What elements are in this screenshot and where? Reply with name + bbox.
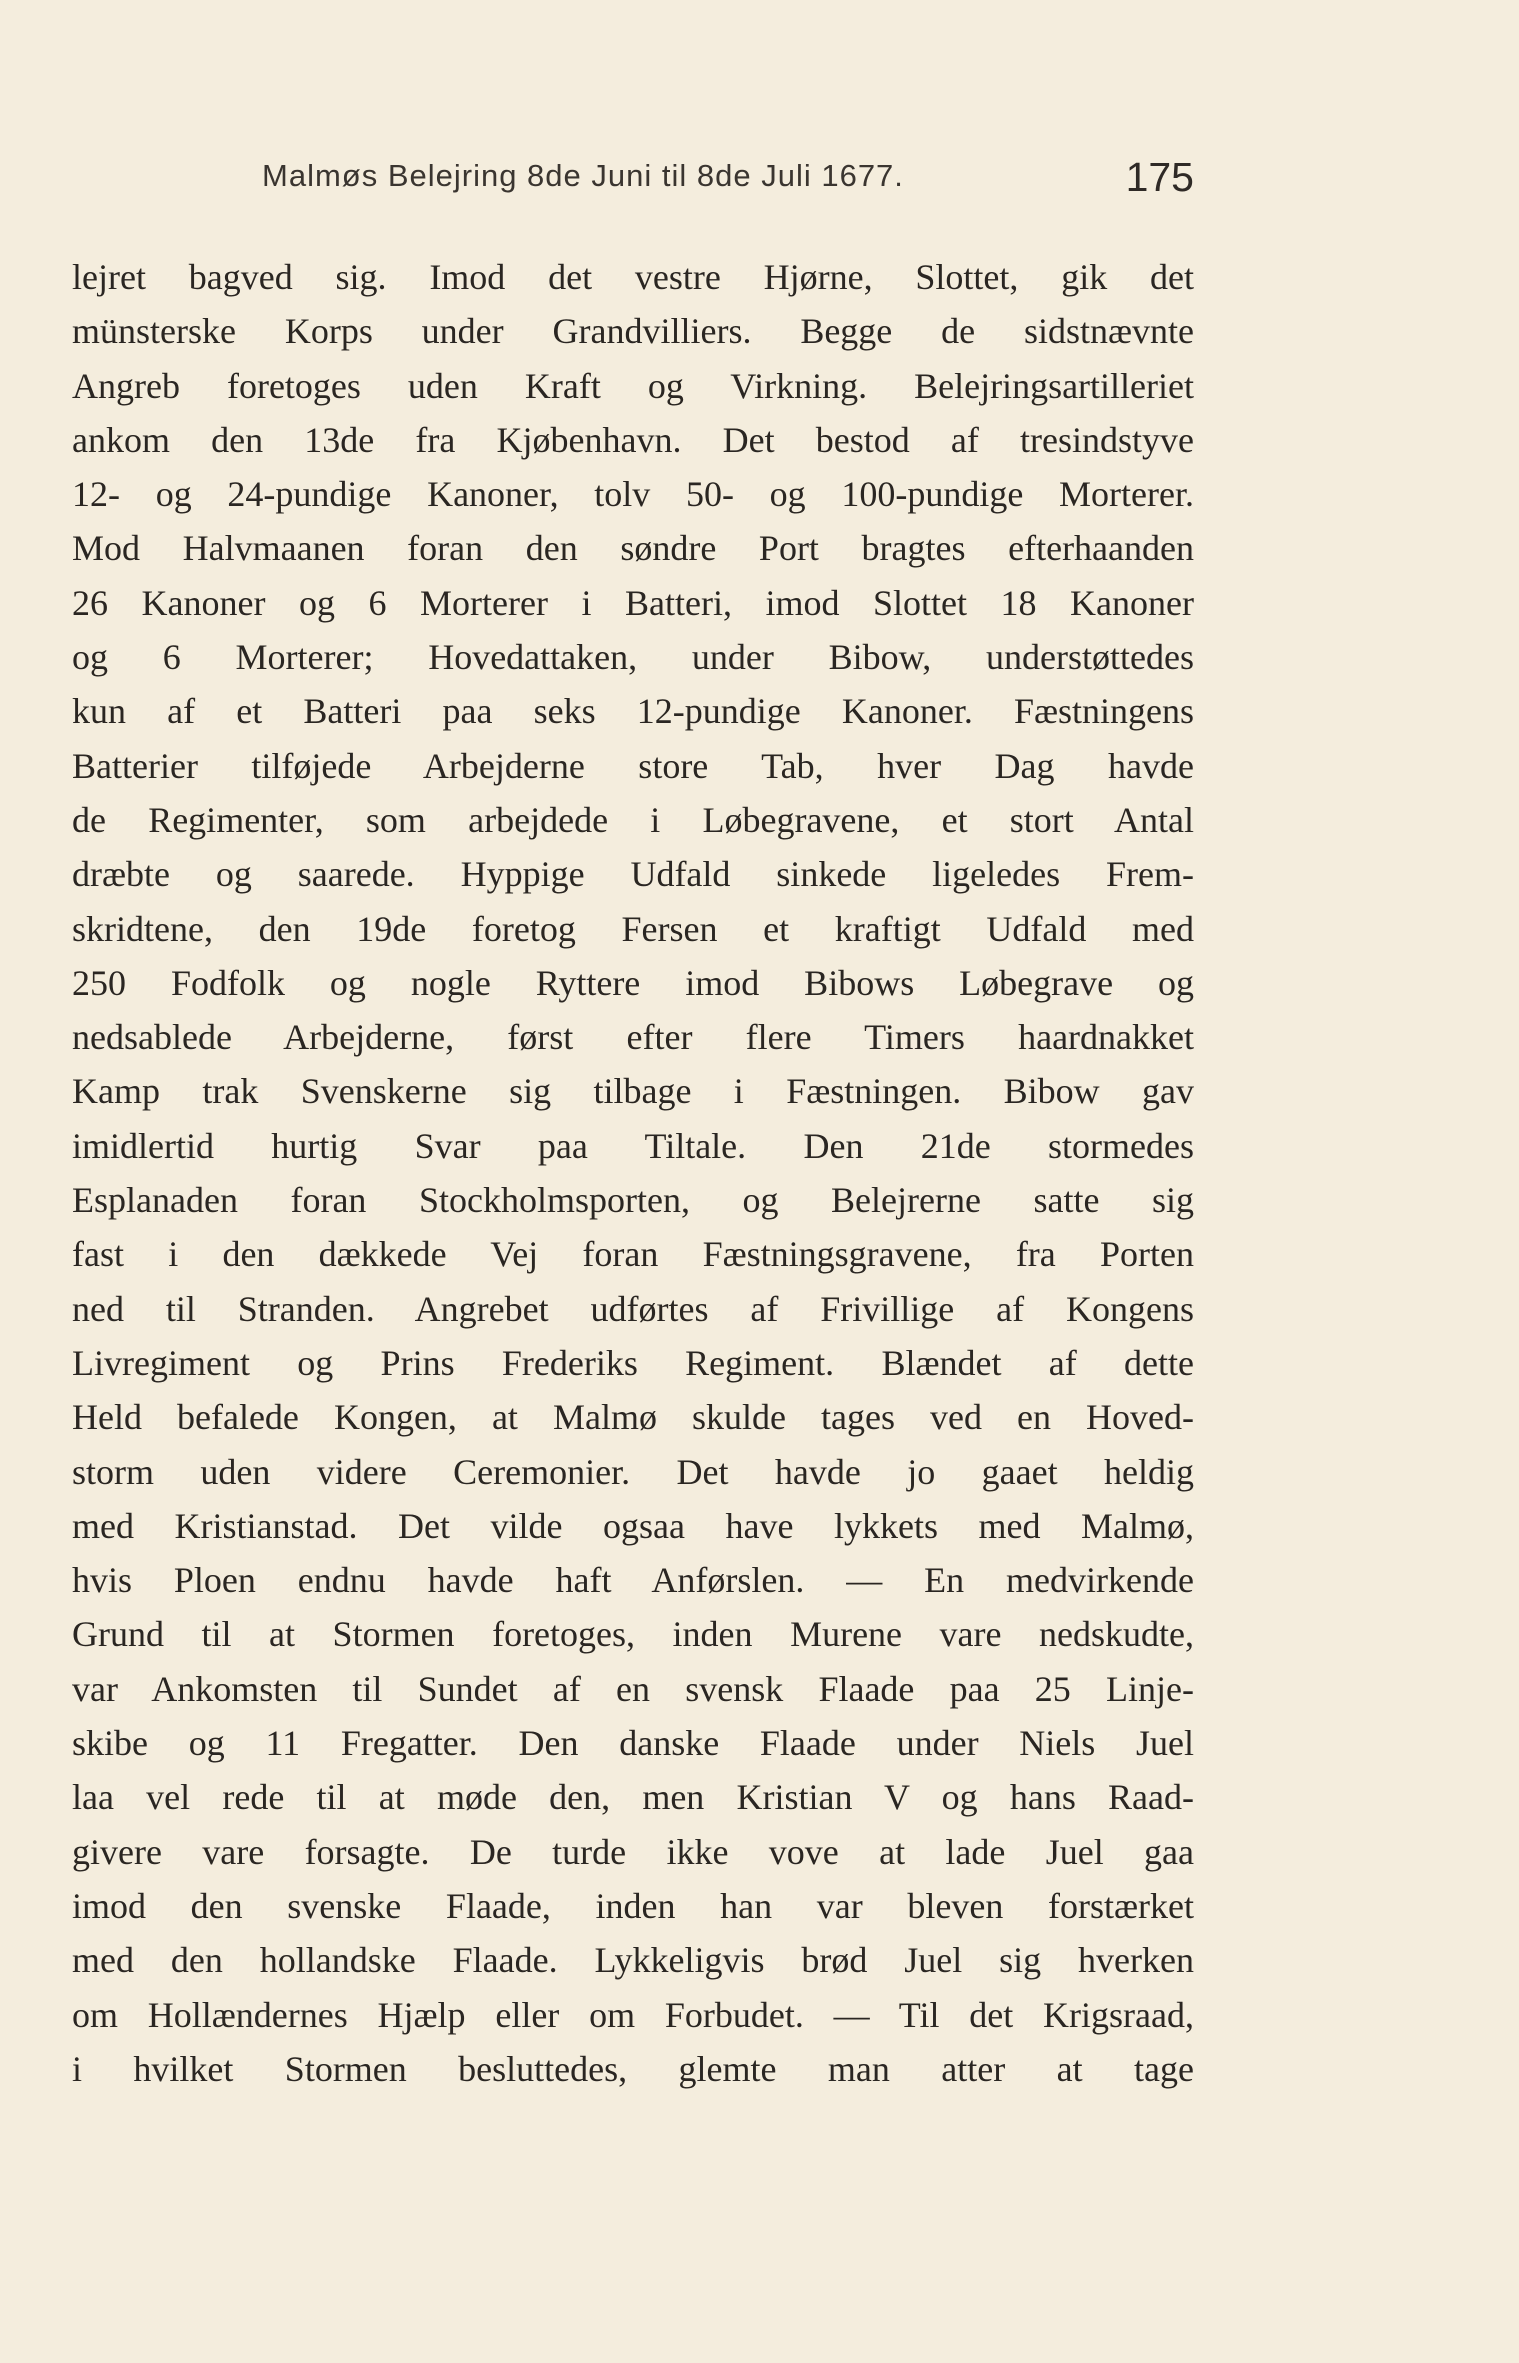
- text-line: münsterske Korps under Grandvilliers. Begge de sidstnævnte: [72, 311, 1194, 352]
- text-line: 250 Fodfolk og nogle Ryttere imod Bibows Løbegrave og: [72, 962, 1194, 1003]
- text-line: var Ankomsten til Sundet af en svensk Flaade paa 25 Linje-: [72, 1668, 1194, 1709]
- text-line: hvis Ploen endnu havde haft Anførslen. — En medvirkende: [72, 1560, 1194, 1601]
- text-line: imod den svenske Flaade, inden han var bleven forstærket: [72, 1885, 1194, 1926]
- running-head: [72, 150, 1194, 210]
- page-number: 175: [1125, 154, 1194, 200]
- text-line: ned til Stranden. Angrebet udførtes af Frivillige af Kongens: [72, 1288, 1194, 1329]
- text-line: fast i den dækkede Vej foran Fæstningsgravene, fra Porten: [72, 1234, 1194, 1275]
- text-line: dræbte og saarede. Hyppige Udfald sinkede ligeledes Frem-: [72, 854, 1194, 895]
- text-line: Batterier tilføjede Arbejderne store Tab, hver Dag havde: [72, 745, 1194, 786]
- text-line: lejret bagved sig. Imod det vestre Hjørne, Slottet, gik det: [72, 257, 1194, 297]
- text-line: givere vare forsagte. De turde ikke vove at lade Juel gaa: [72, 1831, 1194, 1872]
- text-line: de Regimenter, som arbejdede i Løbegravene, et stort Antal: [72, 799, 1194, 840]
- text-line: med Kristianstad. Det vilde ogsaa have lykkets med Malmø,: [72, 1505, 1194, 1546]
- text-line: med den hollandske Flaade. Lykkeligvis brød Juel sig hverken: [72, 1940, 1194, 1981]
- text-line: Grund til at Stormen foretoges, inden Murene vare nedskudte,: [72, 1614, 1194, 1655]
- text-line: Angreb foretoges uden Kraft og Virkning. Belejringsartilleriet: [72, 365, 1194, 406]
- text-line: skibe og 11 Fregatter. Den danske Flaade under Niels Juel: [72, 1723, 1194, 1764]
- text-line: 26 Kanoner og 6 Morterer i Batteri, imod Slottet 18 Kanoner: [72, 582, 1194, 623]
- text-line: ankom den 13de fra Kjøbenhavn. Det bestod af tresindstyve: [72, 419, 1194, 460]
- running-title: Malmøs Belejring 8de Juni til 8de Juli 1677.: [262, 158, 904, 193]
- text-line: Livregiment og Prins Frederiks Regiment. Blændet af dette: [72, 1342, 1194, 1383]
- text-line: Esplanaden foran Stockholmsporten, og Belejrerne satte sig: [72, 1180, 1194, 1221]
- text-line: og 6 Morterer; Hovedattaken, under Bibow, understøttedes: [72, 637, 1194, 678]
- text-line: nedsablede Arbejderne, først efter flere Timers haardnakket: [72, 1017, 1194, 1058]
- text-line: imidlertid hurtig Svar paa Tiltale. Den 21de stormedes: [72, 1125, 1194, 1166]
- text-line: i hvilket Stormen besluttedes, glemte man atter at tage: [72, 2048, 1194, 2089]
- text-line: skridtene, den 19de foretog Fersen et kraftigt Udfald med: [72, 908, 1194, 949]
- text-line: Held befalede Kongen, at Malmø skulde tages ved en Hoved-: [72, 1397, 1194, 1438]
- text-line: Mod Halvmaanen foran den søndre Port bragtes efterhaanden: [72, 528, 1194, 569]
- text-line: Kamp trak Svenskerne sig tilbage i Fæstningen. Bibow gav: [72, 1071, 1194, 1112]
- text-line: kun af et Batteri paa seks 12-pundige Kanoner. Fæstningens: [72, 691, 1194, 732]
- text-line: laa vel rede til at møde den, men Kristian V og hans Raad-: [72, 1777, 1194, 1818]
- body-text: [72, 250, 1194, 2096]
- text-line: om Hollændernes Hjælp eller om Forbudet. — Til det Krigsraad,: [72, 1994, 1194, 2035]
- text-line: 12- og 24-pundige Kanoner, tolv 50- og 100-pundige Morterer.: [72, 474, 1194, 515]
- text-line: storm uden videre Ceremonier. Det havde jo gaaet heldig: [72, 1451, 1194, 1492]
